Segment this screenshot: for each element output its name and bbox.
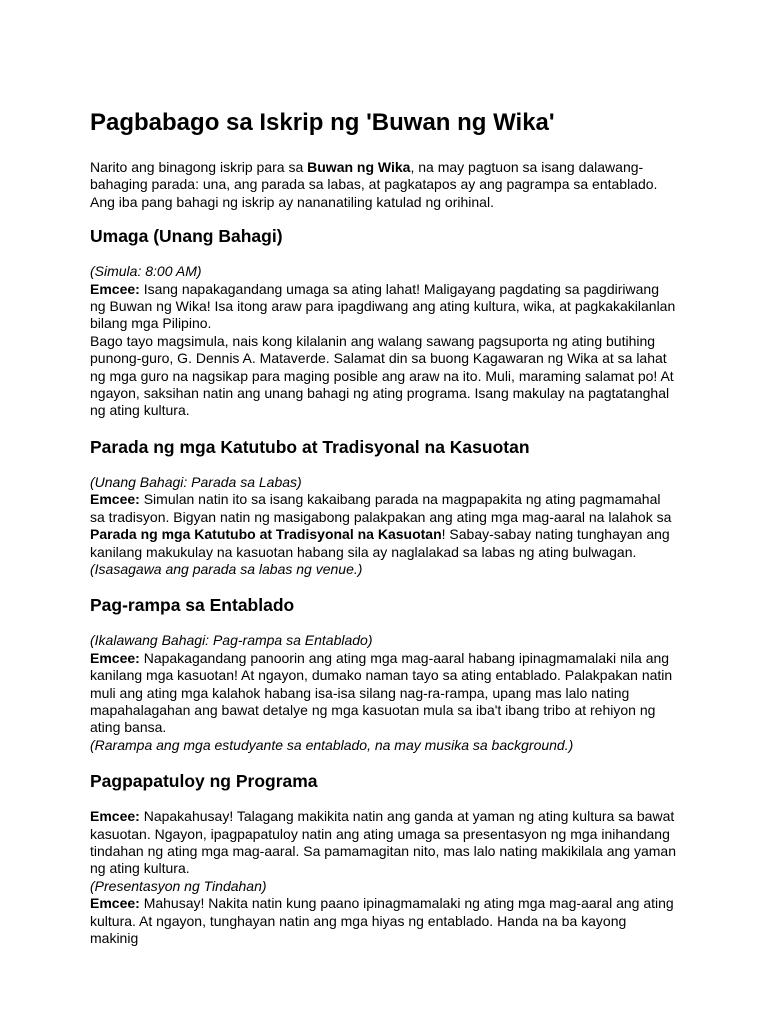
intro-text-1: Narito ang binagong iskrip para sa [90,159,308,175]
note-text: (Simula: 8:00 AM) [90,263,202,280]
intro-bold: Buwan ng Wika [307,159,411,175]
section-heading: Umaga (Unang Bahagi) [90,226,283,247]
section-umaga [90,225,678,420]
section-heading: Pag-rampa sa Entablado [90,595,295,616]
emcee-bold: Parada ng mga Katutubo at Tradisyonal na Kasuotan [90,526,442,543]
emcee-line-2 [90,895,678,947]
direction-text: (Rarampa ang mga estudyante sa entablado, na may musika sa background.) [90,736,574,753]
document-title: Pagbabago sa Iskrip ng 'Buwan ng Wika' [90,109,555,136]
direction-text: (Isasagawa ang parada sa labas ng venue.) [90,560,363,577]
stage-note [90,474,678,491]
emcee-text: Napakagandang panoorin ang ating mga mag-aaral habang ipinagmamalaki nila ang kanilang mga kasuotan! At ngayon, dumako naman tayo sa ating entablado. Palakpakan natin muli ang ating mga kalahok habang isa-isa silang nag-ra-rampa, upang mas lalo nating mapahalagahan ang bawat detalye ng mga kasuotan mula sa iba't ibang tribo at rehiyon ng ating bansa. [90,649,673,736]
stage-note [90,878,678,895]
emcee-text: Napakahusay! Talagang makikita natin ang ganda at yaman ng ating kultura sa bawat kasuotan. Ngayon, ipagpapatuloy natin ang ating umaga sa presentasyon ng mga inihandang tindahan ng ating mga mag-aaral. Sa pamamagitan nito, mas lalo nating makikilala ang yaman ng ating kultura. [90,808,677,877]
emcee-line-continued: Bago tayo magsimula, nais kong kilalanin ang walang sawang pagsuporta ng ating butihing punong-guro, G. Dennis A. Mataverde. Salamat din sa buong Kagawaran ng Wika at sa lahat ng mga guro na nagsikap para maging posible ang araw na ito. Muli, maraming salamat po! At ngayon, saksihan natin ang unang bahagi ng ating programa. Isang makulay na pagtatanghal ng ating kultura. [90,332,674,419]
emcee-text: Mahusay! Nakita natin kung paano ipinagmamalaki ng ating mga mag-aaral ang ating kultura. At ngayon, tunghayan natin ang mga hiyas ng entablado. Handa na ba kayong makinig [90,895,674,946]
section-pag-rampa [90,594,678,754]
emcee-text: Simulan natin ito sa isang kakaibang parada na magpapakita ng ating pagmamahal sa tradisyon. Bigyan natin ng masigabong palakpakan ang ating mga mag-aaral na lalahok sa [90,491,672,525]
stage-direction [90,561,678,578]
section-pagpapatuloy [90,770,678,947]
emcee-text-2: ! Sabay-sabay nating tunghayan ang kanilang makukulay na kasuotan habang sila ay naglalakad sa labas ng ating bulwagan. [90,526,670,560]
stage-note [90,632,678,649]
emcee-line [90,491,678,561]
emcee-line [90,808,678,878]
speaker-label: Emcee: [90,280,140,297]
intro-text-2: , na may pagtuon sa isang dalawang-bahaging parada: una, ang parada sa labas, at pagkatapos ay ang pagrampa sa entablado. Ang iba pang bahagi ng iskrip ay nananatiling katulad ng orihinal. [90,159,658,210]
speaker-label: Emcee: [90,808,140,825]
stage-note [90,263,678,280]
intro-paragraph [90,159,678,211]
speaker-label: Emcee: [90,895,140,912]
note-text: (Unang Bahagi: Parada sa Labas) [90,473,302,490]
speaker-label: Emcee: [90,649,140,666]
emcee-line [90,650,678,737]
stage-direction [90,737,678,754]
speaker-label: Emcee: [90,491,140,508]
note-text: (Ikalawang Bahagi: Pag-rampa sa Entablado) [90,632,373,649]
emcee-line [90,281,678,333]
section-parada [90,436,678,578]
emcee-text: Isang napakagandang umaga sa ating lahat! Maligayang pagdating sa pagdiriwang ng Buwan ng Wika! Isa itong araw para ipagdiwang ang ating kultura, wika, at pagkakakilanlan bilang mga Pilipino. [90,280,676,332]
note-text: (Presentasyon ng Tindahan) [90,877,267,894]
section-heading: Parada ng mga Katutubo at Tradisyonal na Kasuotan [90,436,530,457]
section-heading: Pagpapatuloy ng Programa [90,771,318,792]
